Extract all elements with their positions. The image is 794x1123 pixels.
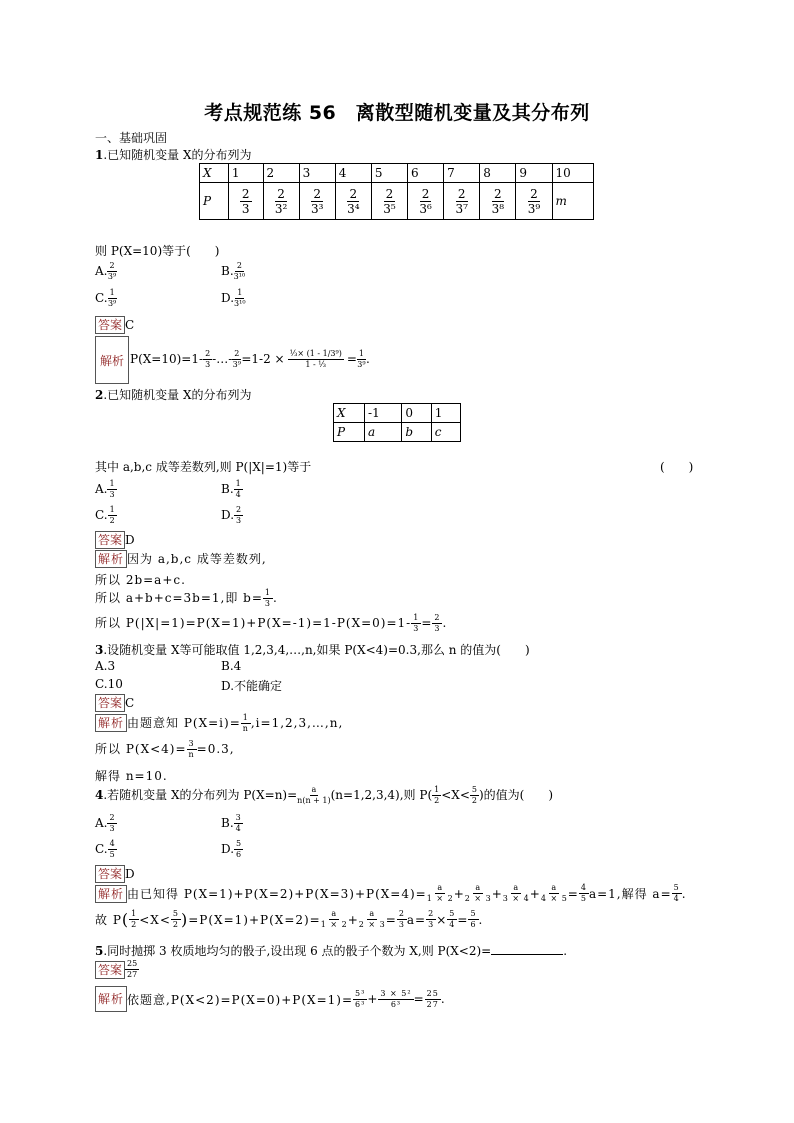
table-cell: $\frac{2}{\text{3⁹}}$	[516, 183, 552, 220]
question-2-ask: 其中 a,b,c 成等差数列,则 P(|X|=1)等于	[95, 460, 312, 474]
table-cell: $\frac{2}{\text{3⁶}}$	[408, 183, 444, 220]
section-heading: 一、基础巩固	[95, 131, 168, 145]
question-2-stem: 2.已知随机变量 X的分布列为	[95, 388, 252, 402]
analysis-tag: 解析	[95, 885, 127, 903]
analysis-tag: 解析	[95, 986, 127, 1012]
table-cell: -1	[365, 404, 402, 423]
q2-option-a[interactable]: A. $\frac{1}{3}$	[95, 479, 115, 499]
q1-option-c[interactable]: C. $\frac{1}{\text{3⁹}}$	[95, 288, 117, 308]
table-cell: $\frac{2}{3}$	[228, 183, 263, 220]
q3-option-d[interactable]: D.不能确定	[221, 679, 283, 693]
table-cell: 7	[444, 164, 480, 183]
q2-analysis-line-4: 所以 P(|X|=1)=P(X=1)+P(X=-1)=1-P(X=0)=1- $\frac{1}{3}$ = $\frac{2}{3}$ .	[95, 613, 448, 633]
q2-answer-paren: ( )	[660, 460, 694, 474]
table-cell: $\frac{2}{\text{3⁷}}$	[444, 183, 480, 220]
table-cell: 9	[516, 164, 552, 183]
q1-answer: C	[125, 318, 135, 332]
q2-analysis-line-1: 解析 因为 a,b,c 成等差数列,	[95, 550, 267, 568]
table-cell: 5	[371, 164, 407, 183]
question-3-stem: 3.设随机变量 X等可能取值 1,2,3,4,…,n,如果 P(X<4)=0.3,那么 n 的值为( )	[95, 643, 530, 657]
q2-analysis-line-2: 所以 2b=a+c.	[95, 573, 186, 587]
table-cell: 3	[299, 164, 335, 183]
q4-answer: D	[125, 867, 135, 881]
q4-option-c[interactable]: C. $\frac{4}{5}$	[95, 839, 115, 859]
q3-option-c[interactable]: C.10	[95, 677, 123, 691]
answer-blank[interactable]	[491, 944, 563, 955]
q5-analysis: 解析 依题意,P(X<2)=P(X=0)+P(X=1)= $\frac{\text{5³}}{\text{6³}}$ + $\frac{\text{3 × 5²}}{\text{6³}}$ = $\frac{25}{27}$ .	[95, 986, 446, 1012]
answer-tag: 答案	[95, 961, 125, 979]
q4-analysis-line-2: 故 P ( $\frac{1}{2}$ <X< $\frac{5}{2}$ ) =P(X=1)+P(X=2)= $\frac{a}{1 \times 2}$ + $\frac{a}{2 \times 3}$ = $\frac{2}{3}$ a= $\frac{2}{3}$ × $\frac{5}{4}$ = $\frac{5}{6}$ .	[95, 909, 484, 929]
table-cell: m	[552, 183, 594, 220]
analysis-tag: 解析	[95, 336, 129, 384]
q4-option-d[interactable]: D. $\frac{5}{6}$	[221, 839, 242, 859]
q1-option-a[interactable]: A. $\frac{2}{\text{3⁹}}$	[95, 261, 117, 281]
analysis-tag: 解析	[95, 714, 127, 732]
table-cell: 2	[263, 164, 299, 183]
table-cell: P	[334, 423, 365, 442]
question-4-stem: 4.若随机变量 X的分布列为 P(X=n)= $\frac{a}{n(n + 1)}$ (n=1,2,3,4),则 P( $\frac{1}{2}$ <X< $\frac{5}{2}$ )的值为( )	[95, 785, 554, 805]
q2-answer: D	[125, 533, 135, 547]
q1-analysis: P(X=10)=1- $\frac{2}{3}$ -…- $\frac{2}{\text{3⁹}}$ =1-2 × $\frac{\text{⅓× (1 - 1/3⁹)}}{\text{1 - ⅓}}$ = $\frac{1}{\text{3⁹}}$ .	[130, 348, 370, 369]
page-title: 考点规范练 56 离散型随机变量及其分布列	[204, 102, 590, 124]
table-cell: $\frac{2}{\text{3⁸}}$	[480, 183, 516, 220]
q1-option-b[interactable]: B. $\frac{2}{\text{3¹⁰}}$	[221, 261, 246, 281]
analysis-tag: 解析	[95, 550, 127, 568]
table-cell: b	[402, 423, 431, 442]
q3-analysis-line-3: 解得 n=10.	[95, 769, 168, 783]
question-1-ask: 则 P(X=10)等于( )	[95, 244, 220, 258]
table-cell: 4	[335, 164, 371, 183]
q3-option-a[interactable]: A.3	[95, 659, 116, 673]
table-cell: 1	[228, 164, 263, 183]
q2-answer-row	[95, 531, 135, 549]
table-cell: $\frac{2}{\text{3²}}$	[263, 183, 299, 220]
q2-option-d[interactable]: D. $\frac{2}{3}$	[221, 505, 242, 525]
table-cell: $\frac{2}{\text{3⁵}}$	[371, 183, 407, 220]
q4-option-b[interactable]: B. $\frac{3}{4}$	[221, 813, 241, 833]
answer-tag: 答案	[95, 865, 125, 883]
q1-answer-row	[95, 316, 134, 334]
q3-answer: C	[125, 696, 135, 710]
q4-answer-row	[95, 865, 135, 883]
q5-answer-row: 答案 $\frac{25}{27}$	[95, 960, 139, 979]
q4-analysis-line-1: 解析 由已知得 P(X=1)+P(X=2)+P(X=3)+P(X=4)= $\frac{a}{1 \times 2}$ + $\frac{a}{2 \times 3}$ + $\frac{a}{3 \times 4}$ + $\frac{a}{4 \times 5}$ = $\frac{4}{5}$ a=1,解得 a= $\frac{5}{4}$ .	[95, 884, 687, 903]
table-cell: $\frac{2}{\text{3⁴}}$	[335, 183, 371, 220]
q2-distribution-table	[333, 403, 461, 442]
table-cell: X	[334, 404, 365, 423]
table-cell: a	[365, 423, 402, 442]
table-cell: X	[200, 164, 229, 183]
q3-answer-row	[95, 694, 134, 712]
table-cell: 8	[480, 164, 516, 183]
table-cell: $\frac{2}{\text{3³}}$	[299, 183, 335, 220]
q1-option-d[interactable]: D. $\frac{1}{\text{3¹⁰}}$	[221, 288, 246, 308]
question-5-stem: 5.同时抛掷 3 枚质地均匀的骰子,设出现 6 点的骰子个数为 X,则 P(X<2)= .	[95, 944, 568, 958]
table-cell: 1	[431, 404, 460, 423]
q2-option-b[interactable]: B. $\frac{1}{4}$	[221, 479, 241, 499]
table-cell: 6	[408, 164, 444, 183]
q3-option-b[interactable]: B.4	[221, 659, 242, 673]
q1-distribution-table	[199, 163, 594, 220]
table-cell: P	[200, 183, 229, 220]
table-cell: c	[431, 423, 460, 442]
q2-option-c[interactable]: C. $\frac{1}{2}$	[95, 505, 115, 525]
table-cell: 10	[552, 164, 594, 183]
table-cell: 0	[402, 404, 431, 423]
answer-tag: 答案	[95, 694, 125, 712]
question-1-stem: 1.已知随机变量 X的分布列为	[95, 148, 252, 162]
q4-option-a[interactable]: A. $\frac{2}{3}$	[95, 813, 115, 833]
q3-analysis-line-1: 解析 由题意知 P(X=i)= $\frac{1}{n}$ ,i=1,2,3,…,n,	[95, 714, 343, 733]
answer-tag: 答案	[95, 531, 125, 549]
q3-analysis-line-2: 所以 P(X<4)= $\frac{3}{n}$ =0.3,	[95, 739, 235, 759]
answer-tag: 答案	[95, 316, 125, 334]
q2-analysis-line-3: 所以 a+b+c=3b=1,即 b= $\frac{1}{3}$ .	[95, 588, 278, 608]
